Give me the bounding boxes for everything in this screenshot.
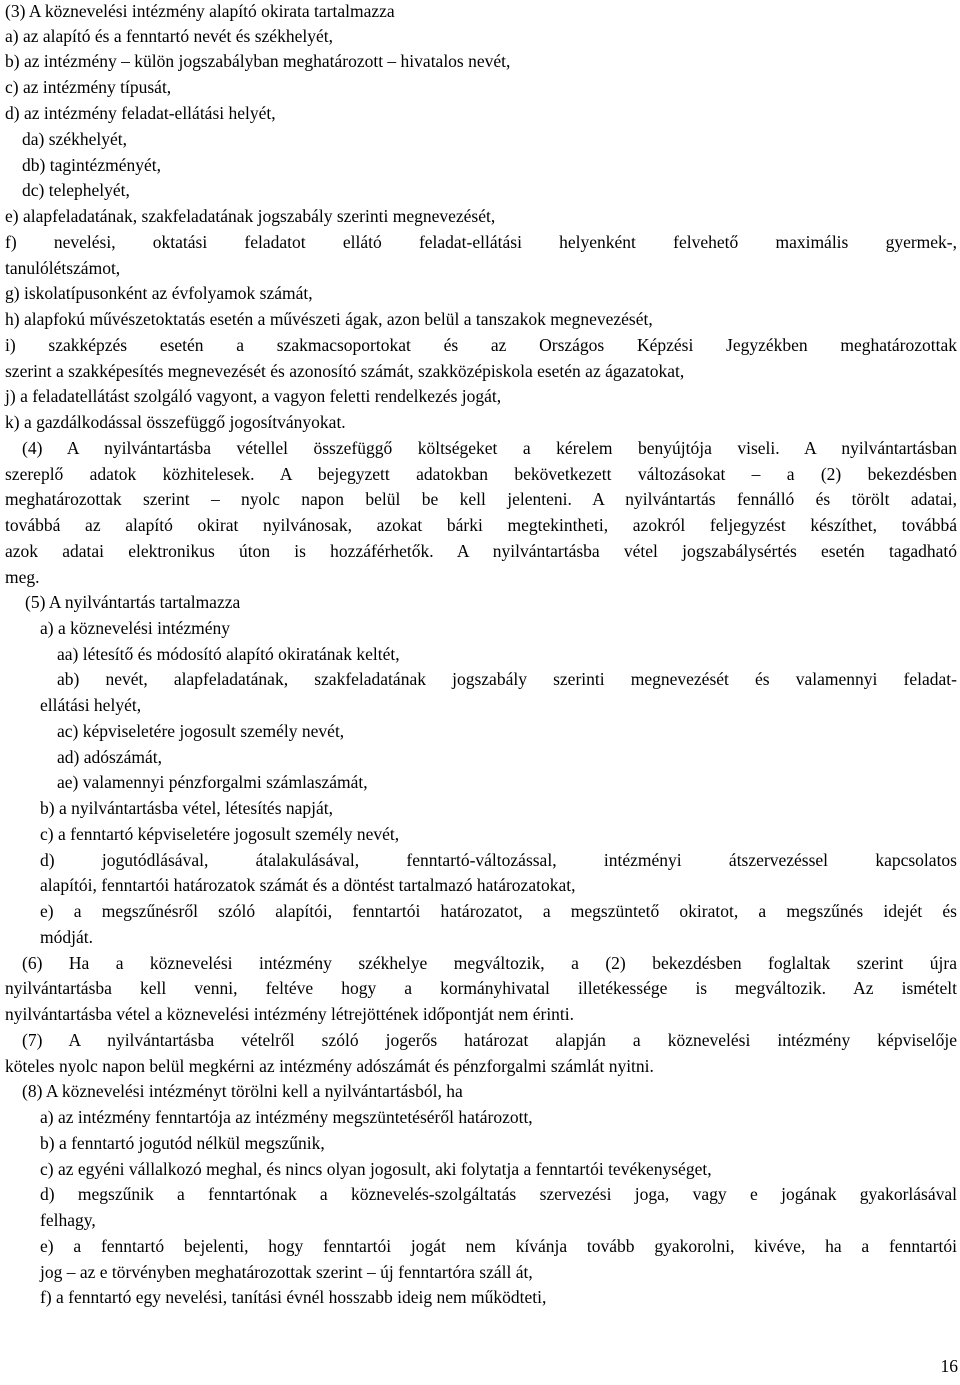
item-da: da) székhelyét, (22, 129, 127, 149)
item-i-line-2: szerint a szakképesítés megnevezését és azonosító számát, szakközépiskola esetén az ágazatokat, (5, 361, 685, 381)
item-dc: dc) telephelyét, (22, 180, 130, 200)
item-f-line-2: tanulólétszámot, (5, 258, 121, 278)
item-8b: b) a fenntartó jogutód nélkül megszűnik, (40, 1133, 325, 1153)
item-8f: f) a fenntartó egy nevelési, tanítási évnél hosszabb ideig nem működteti, (40, 1287, 547, 1307)
section-4-line-6: meg. (5, 567, 40, 587)
section-8-heading: (8) A köznevelési intézményt törölni kell a nyilvántartásból, ha (22, 1081, 463, 1101)
item-5c: c) a fenntartó képviseletére jogosult személy nevét, (40, 824, 400, 844)
item-h: h) alapfokú művészetoktatás esetén a művészeti ágak, azon belül a tanszakok megnevezését, (5, 309, 653, 329)
page-number: 16 (940, 1356, 958, 1376)
item-5ad: ad) adószámát, (57, 747, 162, 767)
item-5d-line-2: alapítói, fenntartói határozatok számát és a döntést tartalmazó határozatokat, (40, 875, 576, 895)
section-4-line-4: továbbá az alapító okirat nyilvánosak, azokat bárki megtekintheti, azokról feljegyzést készíthet, továbbá (5, 515, 957, 535)
item-8e-line-2: jog – az e törvényben meghatározottak szerint – új fenntartóra száll át, (40, 1262, 533, 1282)
item-d: d) az intézmény feladat-ellátási helyét, (5, 103, 276, 123)
section-7-line-1: (7) A nyilvántartásba vételről szóló jogerős határozat alapján a köznevelési intézmény képviselője (22, 1030, 957, 1050)
item-5ab-line-2: ellátási helyét, (40, 695, 142, 715)
section-6-line-2: nyilvántartásba kell venni, feltéve hogy a kormányhivatal illetékessége is megváltozik. Az ismételt (5, 978, 957, 998)
item-i-line-1: i) szakképzés esetén a szakmacsoportokat és az Országos Képzési Jegyzékben meghatározottak (5, 335, 957, 355)
item-k: k) a gazdálkodással összefüggő jogosítványokat. (5, 412, 346, 432)
item-j: j) a feladatellátást szolgáló vagyont, a vagyon feletti rendelkezés jogát, (5, 386, 502, 406)
item-8c: c) az egyéni vállalkozó meghal, és nincs olyan jogosult, aki folytatja a fenntartói tevékenységet, (40, 1159, 712, 1179)
section-6-line-1: (6) Ha a köznevelési intézmény székhelye megváltozik, a (2) bekezdésben foglaltak szerint újra (22, 953, 957, 973)
item-5aa: aa) létesítő és módosító alapító okiratának keltét, (57, 644, 400, 664)
item-c: c) az intézmény típusát, (5, 77, 172, 97)
item-5ac: ac) képviseletére jogosult személy nevét, (57, 721, 345, 741)
section-6-line-3: nyilvántartásba vétel a köznevelési intézmény létrejöttének időpontját nem érinti. (5, 1004, 575, 1024)
item-8a: a) az intézmény fenntartója az intézmény megszüntetéséről határozott, (40, 1107, 533, 1127)
section-4-line-5: azok adatai elektronikus úton is hozzáférhetők. A nyilvántartásba vétel jogszabálysértés esetén tagadható (5, 541, 957, 561)
item-f-line-1: f) nevelési, oktatási feladatot ellátó feladat-ellátási helyenként felvehető maximális gyermek-, (5, 232, 957, 252)
item-8e-line-1: e) a fenntartó bejelenti, hogy fenntartói jogát nem kívánja tovább gyakorolni, kivéve, ha a fenntartói (40, 1236, 957, 1256)
item-db: db) tagintézményét, (22, 155, 161, 175)
section-4-line-1: (4) A nyilvántartásba vétellel összefüggő költségeket a kérelem benyújtója viseli. A nyilvántartásban (22, 438, 957, 458)
item-8d-line-2: felhagy, (40, 1210, 96, 1230)
item-5d-line-1: d) jogutódlásával, átalakulásával, fenntartó-változással, intézményi átszervezéssel kapcsolatos (40, 850, 957, 870)
item-b: b) az intézmény – külön jogszabályban meghatározott – hivatalos nevét, (5, 51, 511, 71)
section-4-line-2: szereplő adatok közhitelesek. A bejegyzett adatokban bekövetkezett változásokat – a (2) bekezdésben (5, 464, 957, 484)
item-5e-line-2: módját. (40, 927, 93, 947)
section-5-heading: (5) A nyilvántartás tartalmazza (25, 592, 241, 612)
item-5ab-line-1: ab) nevét, alapfeladatának, szakfeladatának jogszabály szerinti megnevezését és valamennyi feladat- (57, 669, 957, 689)
item-5ae: ae) valamennyi pénzforgalmi számlaszámát, (57, 772, 368, 792)
item-g: g) iskolatípusonként az évfolyamok számát, (5, 283, 313, 303)
item-8d-line-1: d) megszűnik a fenntartónak a köznevelés-szolgáltatás szervezési joga, vagy e jogának gyakorlásával (40, 1184, 957, 1204)
section-4-line-3: meghatározottak szerint – nyolc napon belül be kell jelenteni. A nyilvántartás fennálló és törölt adatai, (5, 489, 957, 509)
section-7-line-2: köteles nyolc napon belül megkérni az intézmény adószámát és pénzforgalmi számlát nyitni. (5, 1056, 654, 1076)
item-a: a) az alapító és a fenntartó nevét és székhelyét, (5, 26, 333, 46)
item-5b: b) a nyilvántartásba vétel, létesítés napját, (40, 798, 334, 818)
item-e: e) alapfeladatának, szakfeladatának jogszabály szerinti megnevezését, (5, 206, 496, 226)
item-5e-line-1: e) a megszűnésről szóló alapítói, fenntartói határozatot, a megszüntető okiratot, a megszűnés idejét és (40, 901, 957, 921)
section-3-heading: (3) A köznevelési intézmény alapító okirata tartalmazza (5, 1, 395, 21)
item-5a: a) a köznevelési intézmény (40, 618, 230, 638)
